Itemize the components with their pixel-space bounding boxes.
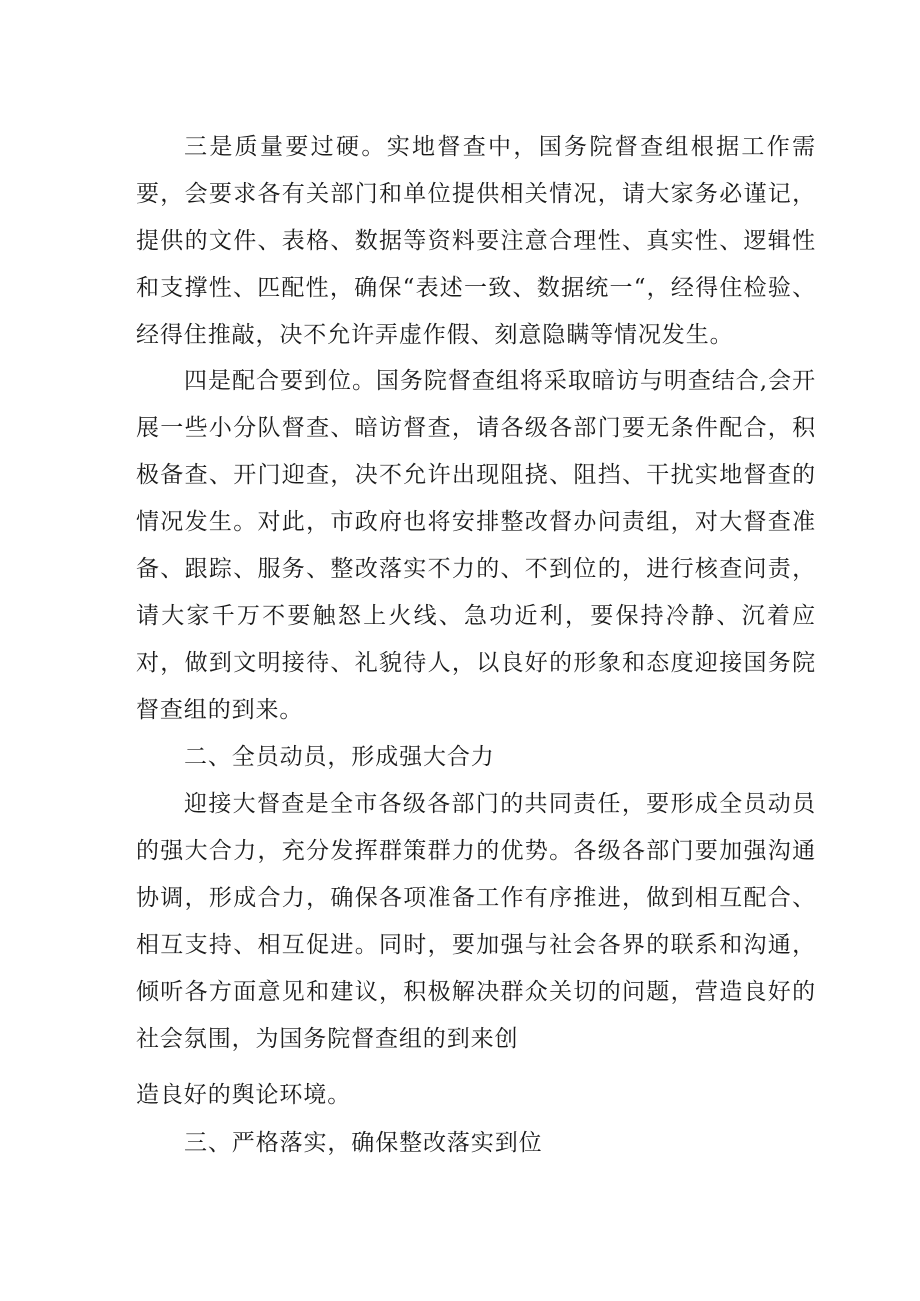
paragraph-quality: 三是质量要过硬。实地督查中，国务院督查组根据工作需要，会要求各有关部门和单位提供相关情况，请大家务必谨记，提供的文件、表格、数据等资料要注意合理性、真实性、逻辑性和支撑性、匹配性，确保“表述一致、数据统一“，经得住检验、经得住推敲，决不允许弄虚作假、刻意隐瞒等情况发生。 bbox=[136, 134, 816, 348]
paragraph-mobilization: 迎接大督查是全市各级各部门的共同责任，要形成全员动员的强大合力，充分发挥群策群力的优势。各级各部门要加强沟通协调，形成合力，确保各项准备工作有序推进，做到相互配合、相互支持、相互促进。同时，要加强与社会各界的联系和沟通，倾听各方面意见和建议，积极解决群众关切的问题，营造良好的社会氛围，为国务院督查组的到来创 bbox=[136, 791, 816, 1052]
section-heading-mobilization: 二、全员动员，形成强大合力 bbox=[184, 744, 495, 770]
paragraph-mobilization-tail: 造良好的舆论环境。 bbox=[136, 1082, 352, 1108]
paragraph-cooperation: 四是配合要到位。国务院督查组将采取暗访与明查结合,会开展一些小分队督查、暗访督查，请各级各部门要无条件配合，积极备查、开门迎查，决不允许出现阻挠、阻挡、干扰实地督查的情况发生。对此，市政府也将安排整改督办问责组，对大督查准备、跟踪、服务、整改落实不力的、不到位的，进行核查问责，请大家千万不要触怒上火线、急功近利，要保持冷静、沉着应对，做到文明接待、礼貌待人，以良好的形象和态度迎接国务院督查组的到来。 bbox=[136, 368, 816, 723]
section-heading-implementation: 三、严格落实，确保整改落实到位 bbox=[184, 1130, 543, 1156]
